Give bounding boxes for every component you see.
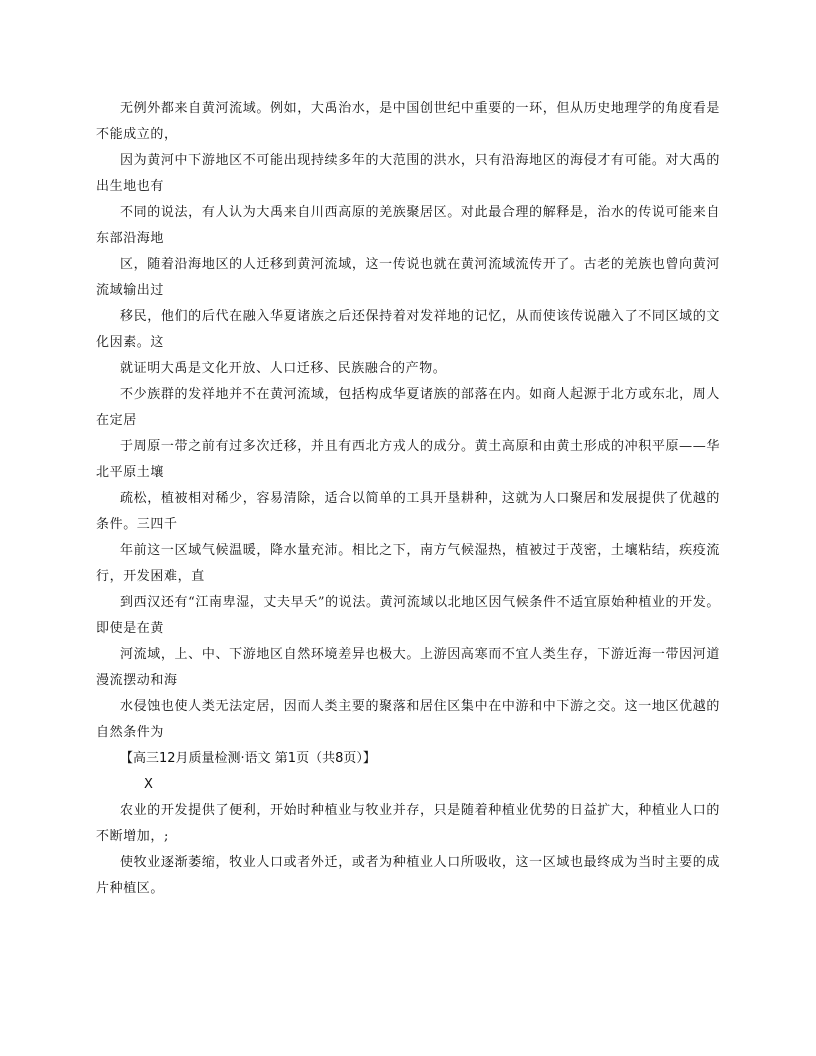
page-footer-mark: X [144,777,153,792]
paragraph: 使牧业逐渐萎缩，牧业人口或者外迁，或者为种植业人口所吸收，这一区域也最终成为当时主要的成片种植区。 [96,855,720,896]
paragraph: 水侵蚀也使人类无法定居，因而人类主要的聚落和居住区集中在中游和中下游之交。这一地区优越的自然条件为 [96,699,720,740]
paragraph: 到西汉还有“江南卑湿，丈夫早夭”的说法。黄河流域以北地区因气候条件不适宜原始种植业的开发。即使是在黄 [96,595,720,636]
paragraph: 无例外都来自黄河流域。例如，大禹治水，是中国创世纪中重要的一环，但从历史地理学的角度看是不能成立的， [96,101,720,142]
document-page [96,96,720,902]
paragraph: 农业的开发提供了便利，开始时种植业与牧业并存，只是随着种植业优势的日益扩大，种植业人口的不断增加，; [96,803,720,844]
paragraph: 因为黄河中下游地区不可能出现持续多年的大范围的洪水，只有沿海地区的海侵才有可能。对大禹的出生地也有 [96,153,720,194]
page-footer-label: 【高三12月质量检测·语文 第1页（共8页）】 [120,751,376,766]
paragraph: 不同的说法，有人认为大禹来自川西高原的羌族聚居区。对此最合理的解释是，治水的传说可能来自东部沿海地 [96,205,720,246]
paragraph: 区，随着沿海地区的人迁移到黄河流域，这一传说也就在黄河流域流传开了。古老的羌族也曾向黄河流域输出过 [96,257,720,298]
paragraph: 不少族群的发祥地并不在黄河流域，包括构成华夏诸族的部落在内。如商人起源于北方或东北，周人在定居 [96,387,720,428]
paragraph: 就证明大禹是文化开放、人口迁移、民族融合的产物。 [120,361,447,376]
paragraph: 年前这一区域气候温暖，降水量充沛。相比之下，南方气候湿热，植被过于茂密，土壤粘结，疾疫流行，开发困难，直 [96,543,720,584]
paragraph: 于周原一带之前有过多次迁移，并且有西北方戎人的成分。黄土高原和由黄土形成的冲积平原——华北平原土壤 [96,439,720,480]
paragraph: 河流域，上、中、下游地区自然环境差异也极大。上游因高寒而不宜人类生存，下游近海一带因河道漫流摆动和海 [96,647,720,688]
paragraph: 疏松，植被相对稀少，容易清除，适合以简单的工具开垦耕种，这就为人口聚居和发展提供了优越的条件。三四千 [96,491,720,532]
paragraph: 移民，他们的后代在融入华夏诸族之后还保持着对发祥地的记忆，从而使该传说融入了不同区域的文化因素。这 [96,309,720,350]
